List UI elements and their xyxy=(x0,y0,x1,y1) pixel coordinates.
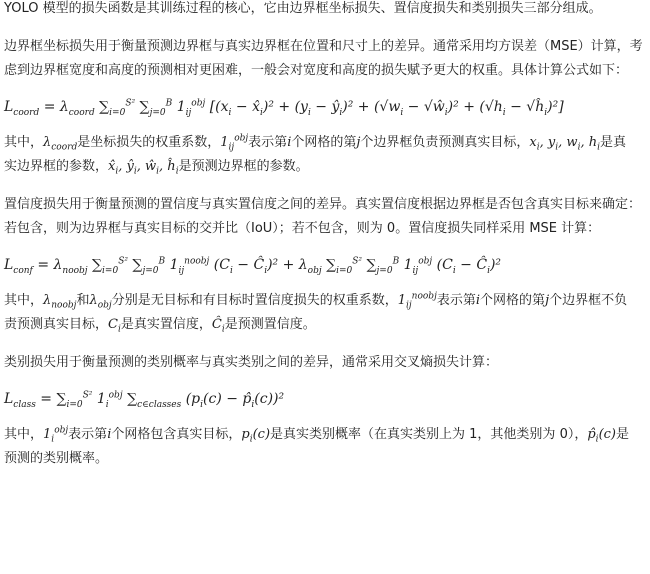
conf-loss-formula: $L_{conf} = \lambda_{noobj}$ $\sum_{i=0}^{S^2}$ $\sum_{j=0}^B$ $1_{ij}^{noobj}$ ($C_i$ − $Ĉ_i)^2 + \lambda_{obj}$ $\sum_{i=0}^{S^2}$ $\sum_{j=0}^B$ $1_{ij}^{obj}$ ($C_i$ − $Ĉ_i)^2$ xyxy=(4,256,502,276)
coord-note-line-1: 其中，$\lambda_{coord}$是坐标损失的权重系数，$1_{ij}^{obj}$表示第i个网格的第j个边界框负责预测真实目标，$x_i$, $y_i$, $w_i$, $h_i$是真 xyxy=(4,133,626,153)
conf-note-line-2: 责预测真实目标，$C_i$是真实置信度，$Ĉ_i$是预测置信度。 xyxy=(4,317,316,335)
conf-note-line-1: 其中，$\lambda_{noobj}$和$\lambda_{obj}$分别是无目标和有目标时置信度损失的权重系数，$1_{ij}^{noobj}$表示第i个网格的第j个边界框不负 xyxy=(4,291,628,311)
conf-desc-line-2: 若包含，则为边界框与真实目标的交并比（IoU）；若不包含，则为 0。置信度损失同样采用 MSE 计算： xyxy=(4,221,601,236)
conf-desc-line-1: 置信度损失用于衡量预测的置信度与真实置信度之间的差异。真实置信度根据边界框是否包含真实目标来确定： xyxy=(4,197,642,212)
class-desc: 类别损失用于衡量预测的类别概率与真实类别之间的差异，通常采用交叉熵损失计算： xyxy=(4,355,499,370)
class-loss-formula: $L_{class} = \sum_{i=0}^{S^2}$ $1_i^{obj}$ $\sum_{c\in classes}$ ($p_i(c)$ − $p̂_i(c))^2$ xyxy=(4,390,285,410)
document-body xyxy=(4,0,644,471)
coord-loss-formula: $L_{coord} = \lambda_{coord}$ $\sum_{i=0}^{S^2}$ $\sum_{j=0}^B$ $1_{ij}^{obj}$ [($x_i$ − $x̂_i)^2 + (y_i$ − $ŷ_i)^2 + (√w_i$ − $√ŵ_i)^2 + (√h_i$ − $√ĥ_i)^2$] xyxy=(4,98,564,118)
coord-note-line-2: 实边界框的参数，$x̂_i$, $ŷ_i$, $ŵ_i$, $ĥ_i$是预测边界框的参数。 xyxy=(4,159,309,177)
coord-desc-line-2: 虑到边界框宽度和高度的预测相对更困难，一般会对宽度和高度的损失赋予更大的权重。具体计算公式如下： xyxy=(4,63,629,78)
intro-paragraph: YOLO 模型的损失函数是其训练过程的核心，它由边界框坐标损失、置信度损失和类别损失三部分组成。 xyxy=(4,1,602,16)
class-note-line-2: 预测的类别概率。 xyxy=(4,451,109,466)
coord-desc-line-1: 边界框坐标损失用于衡量预测边界框与真实边界框在位置和尺寸上的差异。通常采用均方误差（MSE）计算，考 xyxy=(4,39,643,54)
class-note-line-1: 其中，$1_i^{obj}$表示第i个网格包含真实目标，$p_i(c)$是真实类别概率（在真实类别上为 1，其他类别为 0），$p̂_i(c)$是 xyxy=(4,425,630,445)
